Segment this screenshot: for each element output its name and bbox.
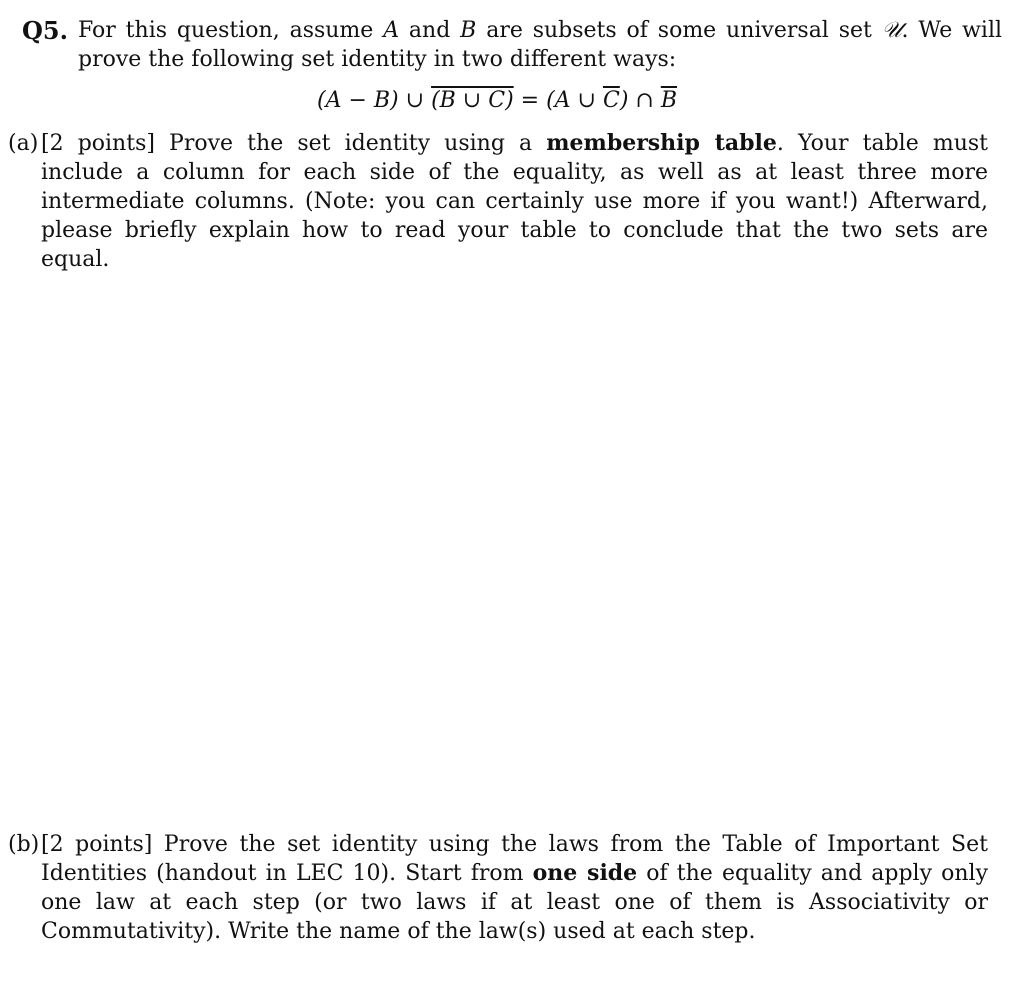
equation-equals: = [513, 88, 547, 113]
var-a: A [383, 18, 400, 43]
part-b-label: (b) [8, 832, 40, 857]
part-b-body [41, 830, 988, 946]
universal-set-symbol: 𝒰 [881, 18, 902, 43]
equation-rhs-open: (A ∪ [546, 88, 603, 113]
part-b-text-1: [2 points] Prove the set identity using the laws from the Table of Important Set Identities (handout in LEC 10). Start from [41, 832, 988, 886]
equation-rhs-close: ) ∩ [619, 88, 661, 113]
intro-text-3: . We will prove the following set identity in two different ways: [78, 18, 1003, 72]
part-a [8, 129, 988, 274]
equation-rhs-b-complement: $\overline{B}$ [660, 88, 677, 113]
set-identity-equation [0, 86, 1024, 116]
part-a-label: (a) [8, 131, 39, 156]
question-intro [78, 16, 1002, 74]
equation-lhs-complement: (B ∪ C) [431, 88, 514, 113]
part-b-text-2: of the equality and apply only one law at each step (or two laws if at least one of them is Associativity or Commutativity). Write the name of the law(s) used at each step. [41, 861, 988, 944]
intro-text-2: are subsets of some universal set [476, 18, 882, 43]
equation-lhs: (A − B) ∪ [317, 88, 432, 113]
part-a-body [41, 129, 988, 274]
intro-and: and [399, 18, 461, 43]
question-header [22, 16, 1002, 74]
part-b [8, 830, 988, 946]
intro-text-1: For this question, assume [78, 18, 384, 43]
part-a-text-2: . Your table must include a column for each side of the equality, as well as at least three more intermediate columns. (Note: you can certainly use more if you want!) Afterward, please briefly explain how to read your table to conclude that the two sets are equal. [41, 131, 988, 272]
question-number: Q5. [22, 16, 68, 45]
var-b: B [460, 18, 477, 43]
part-a-bold: membership table [546, 130, 777, 156]
equation-rhs-c-complement: $\overline{C}$ [602, 88, 620, 113]
part-a-text-1: [2 points] Prove the set identity using a [41, 131, 547, 156]
part-b-bold: one side [532, 860, 638, 886]
